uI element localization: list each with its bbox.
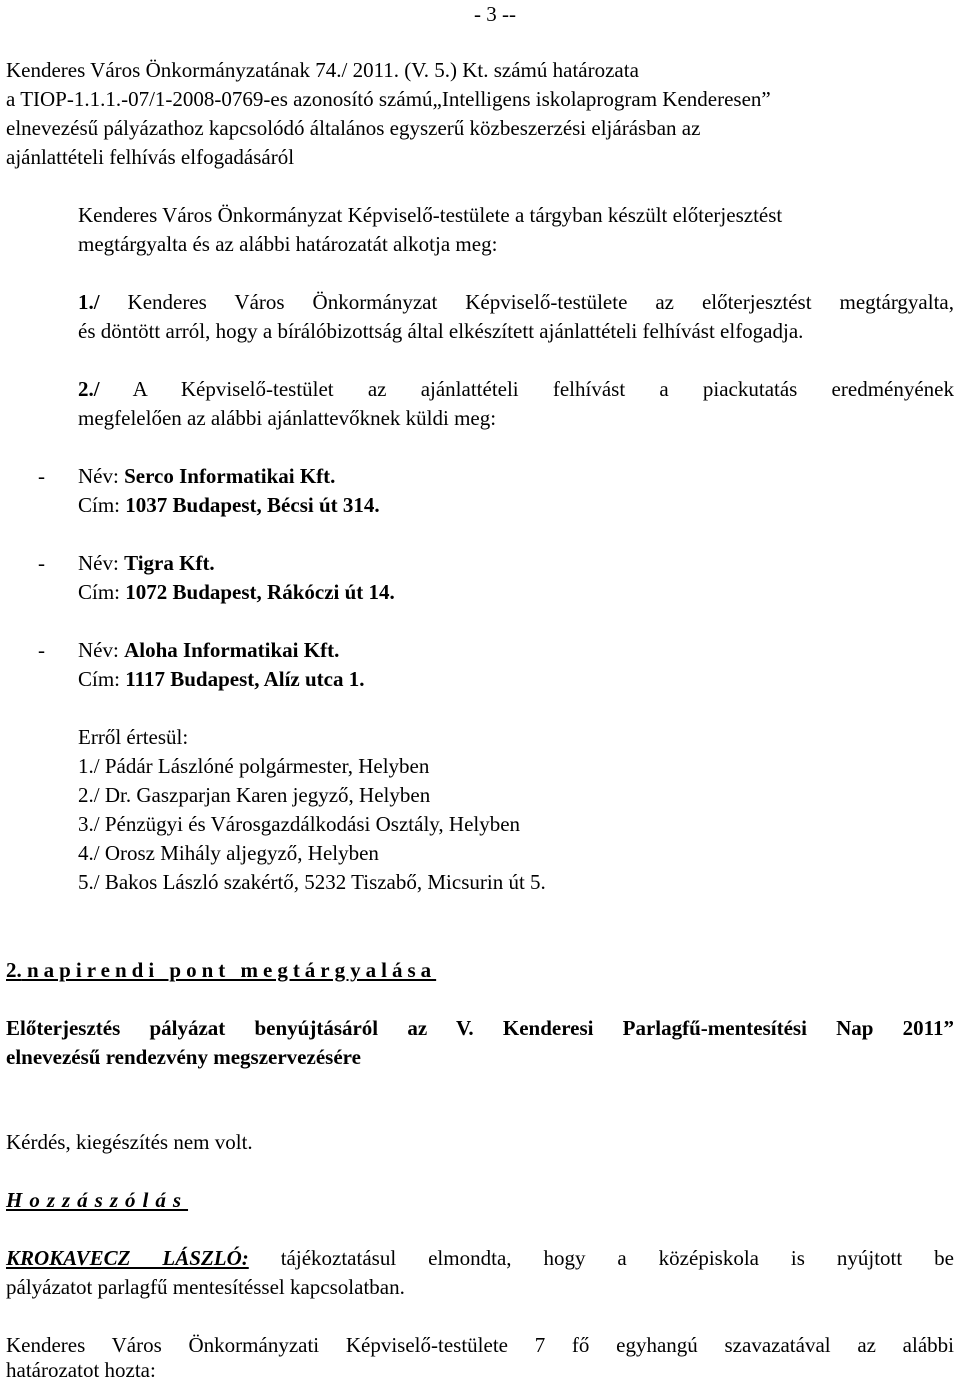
address-value: 1072 Budapest, Rákóczi út 14. <box>125 580 395 604</box>
point-2-line: megfelelően az alábbi ajánlattevőknek küldi meg: <box>78 406 497 430</box>
list-dash: - <box>38 638 45 662</box>
heading-line: a TIOP-1.1.1.-07/1-2008-0769-es azonosító számú„Intelligens iskolaprogram Kenderesen” <box>6 87 771 111</box>
point-1-line: és döntött arról, hogy a bírálóbizottság által elkészített ajánlattételi felhívást elfogadja. <box>78 319 804 343</box>
speech-text: tájékoztatásul elmondta, hogy a középiskola is nyújtott be <box>248 1246 954 1270</box>
notify-title: Erről értesül: <box>78 725 189 749</box>
closing-line: Kenderes Város Önkormányzati Képviselő-testülete 7 fő egyhangú szavazatával az alábbi <box>6 1333 954 1357</box>
notify-item: 4./ Orosz Mihály aljegyző, Helyben <box>78 841 379 865</box>
point-2-line <box>78 375 954 404</box>
point-number: 1./ <box>78 290 100 314</box>
name-value: Tigra Kft. <box>124 551 215 575</box>
agenda-title: napirendi pont megtárgyalása <box>27 958 437 982</box>
name-label: Név: <box>78 638 125 662</box>
bidder-name <box>78 636 339 665</box>
address-value: 1117 Budapest, Alíz utca 1. <box>125 667 365 691</box>
bidder-name <box>78 549 215 578</box>
agenda-number: 2. <box>6 958 22 982</box>
address-label: Cím: <box>78 493 126 517</box>
agenda-subject-line: elnevezésű rendezvény megszervezésére <box>6 1045 361 1069</box>
questions-note: Kérdés, kiegészítés nem volt. <box>6 1130 253 1154</box>
address-label: Cím: <box>78 667 126 691</box>
name-label: Név: <box>78 551 125 575</box>
name-label: Név: <box>78 464 125 488</box>
bidder-name <box>78 462 335 491</box>
notify-item: 3./ Pénzügyi és Városgazdálkodási Osztály, Helyben <box>78 812 521 836</box>
notify-item: 2./ Dr. Gaszparjan Karen jegyző, Helyben <box>78 783 431 807</box>
list-dash: - <box>38 464 45 488</box>
point-text: A Képviselő-testület az ajánlattételi felhívást a piackutatás eredményének <box>99 377 954 401</box>
bidder-address <box>78 578 395 607</box>
intro-line: megtárgyalta és az alábbi határozatát alkotja meg: <box>78 232 498 256</box>
page-number: - 3 -- <box>474 2 516 26</box>
speaker-name: KROKAVECZ LÁSZLÓ: <box>6 1246 249 1270</box>
notify-item: 1./ Pádár Lászlóné polgármester, Helyben <box>78 754 430 778</box>
heading-line: Kenderes Város Önkormányzatának 74./ 2011. (V. 5.) Kt. számú határozata <box>6 58 639 82</box>
heading-line: ajánlattételi felhívás elfogadásáról <box>6 145 295 169</box>
closing-line: határozatot hozta: <box>6 1358 156 1382</box>
agenda-subject-line: Előterjesztés pályázat benyújtásáról az V. Kenderesi Parlagfű-mentesítési Nap 2011” <box>6 1016 954 1040</box>
point-number: 2./ <box>78 377 100 401</box>
point-1-line <box>78 288 954 317</box>
speech-line <box>6 1244 954 1273</box>
notify-item: 5./ Bakos László szakértő, 5232 Tiszabő, Micsurin út 5. <box>78 870 546 894</box>
speech-line: pályázatot parlagfű mentesítéssel kapcsolatban. <box>6 1275 405 1299</box>
name-value: Aloha Informatikai Kft. <box>124 638 340 662</box>
list-dash: - <box>38 551 45 575</box>
name-value: Serco Informatikai Kft. <box>124 464 336 488</box>
address-label: Cím: <box>78 580 126 604</box>
bidder-address <box>78 491 380 520</box>
agenda-heading <box>6 956 436 985</box>
address-value: 1037 Budapest, Bécsi út 314. <box>125 493 380 517</box>
intro-line: Kenderes Város Önkormányzat Képviselő-testülete a tárgyban készült előterjesztést <box>78 203 783 227</box>
heading-line: elnevezésű pályázathoz kapcsolódó általános egyszerű közbeszerzési eljárásban az <box>6 116 701 140</box>
point-text: Kenderes Város Önkormányzat Képviselő-testülete az előterjesztést megtárgyalta, <box>99 290 954 314</box>
discussion-title: Hozzászólás <box>6 1188 189 1212</box>
bidder-address <box>78 665 364 694</box>
